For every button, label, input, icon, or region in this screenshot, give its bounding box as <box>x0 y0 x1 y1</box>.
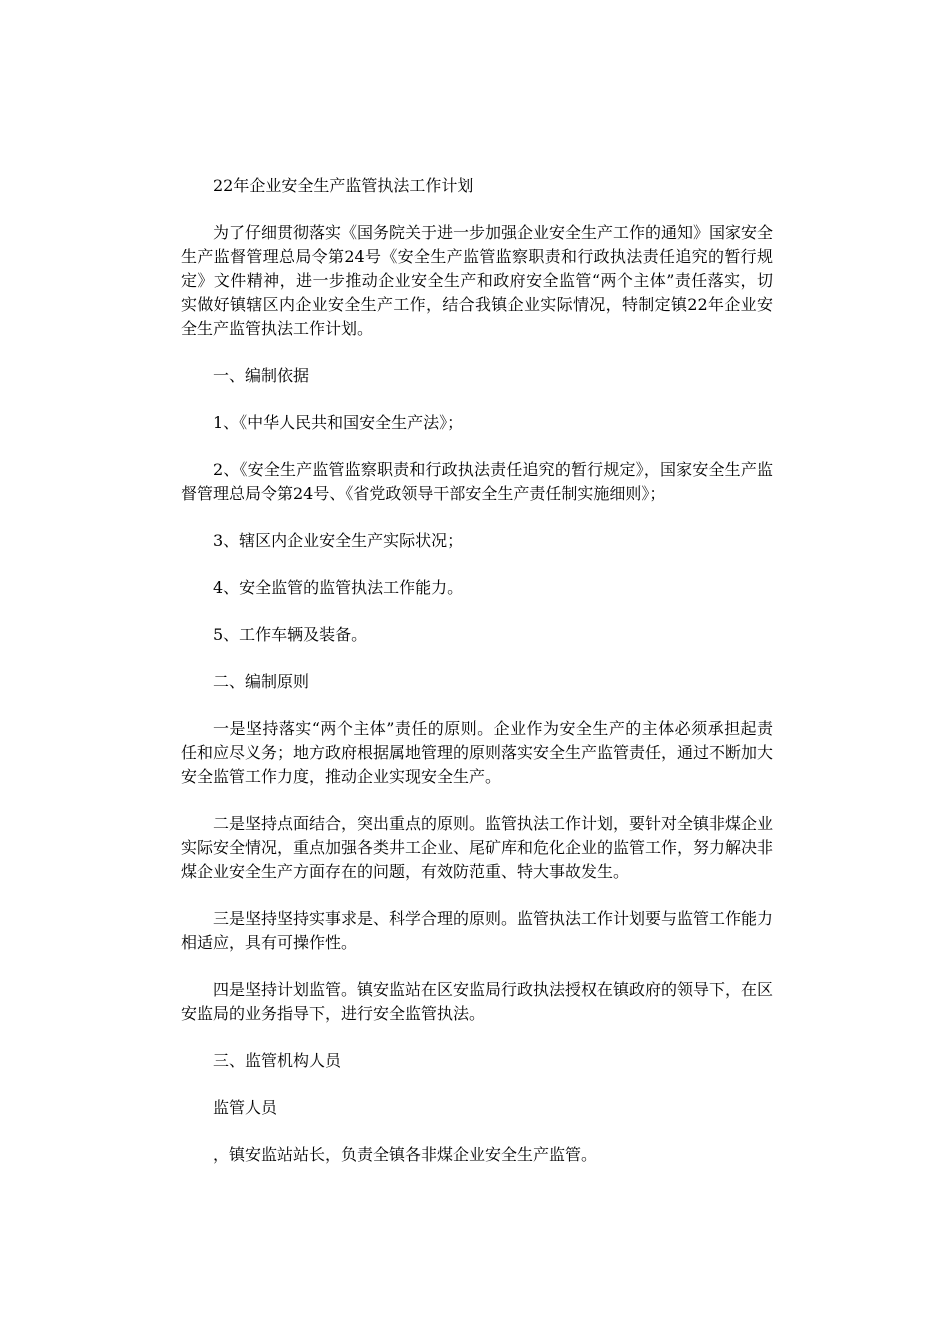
staff-line: ，镇安监站站长，负责全镇各非煤企业安全生产监管。 <box>213 1145 598 1164</box>
principle-paragraph-4: 四是坚持计划监管。镇安监站在区安监局行政执法授权在镇政府的领导下，在区安监局的业务指导下，进行安全监管执法。 <box>181 980 774 1023</box>
principle-paragraph-1: 一是坚持落实“两个主体”责任的原则。企业作为安全生产的主体必须承担起责任和应尽义务；地方政府根据属地管理的原则落实安全生产监管责任，通过不断加大安全监管工作力度，推动企业实现安全生产。 <box>181 719 774 786</box>
basis-item-5: 5、工作车辆及装备。 <box>213 625 368 644</box>
intro-paragraph: 为了仔细贯彻落实《国务院关于进一步加强企业安全生产工作的通知》国家安全生产监督管理总局令第24号《安全生产监管监察职责和行政执法责任追究的暂行规定》文件精神，进一步推动企业安全生产和政府安全监管“两个主体”责任落实，切实做好镇辖区内企业安全生产工作，结合我镇企业实际情况，特制定镇22年企业安全生产监管执法工作计划。 <box>181 223 774 338</box>
basis-item-3: 3、辖区内企业安全生产实际状况； <box>213 531 464 550</box>
basis-item-4: 4、安全监管的监管执法工作能力。 <box>213 578 464 597</box>
principle-paragraph-2: 二是坚持点面结合，突出重点的原则。监管执法工作计划，要针对全镇非煤企业实际安全情况，重点加强各类井工企业、尾矿库和危化企业的监管工作，努力解决非煤企业安全生产方面存在的问题，有效防范重、特大事故发生。 <box>181 814 774 881</box>
basis-item-2: 2、《安全生产监管监察职责和行政执法责任追究的暂行规定》，国家安全生产监督管理总局令第24号、《省党政领导干部安全生产责任制实施细则》； <box>181 460 773 503</box>
principle-paragraph-3: 三是坚持坚持实事求是、科学合理的原则。监管执法工作计划要与监管工作能力相适应，具有可操作性。 <box>181 909 774 952</box>
staff-subheading: 监管人员 <box>213 1098 278 1117</box>
section-heading-staff: 三、监管机构人员 <box>213 1051 342 1070</box>
document-title: 22年企业安全生产监管执法工作计划 <box>213 176 474 195</box>
basis-item-1: 1、《中华人民共和国安全生产法》； <box>213 413 464 432</box>
document-body <box>181 174 773 1190</box>
section-heading-principles: 二、编制原则 <box>213 672 310 691</box>
section-heading-basis: 一、编制依据 <box>213 366 310 385</box>
